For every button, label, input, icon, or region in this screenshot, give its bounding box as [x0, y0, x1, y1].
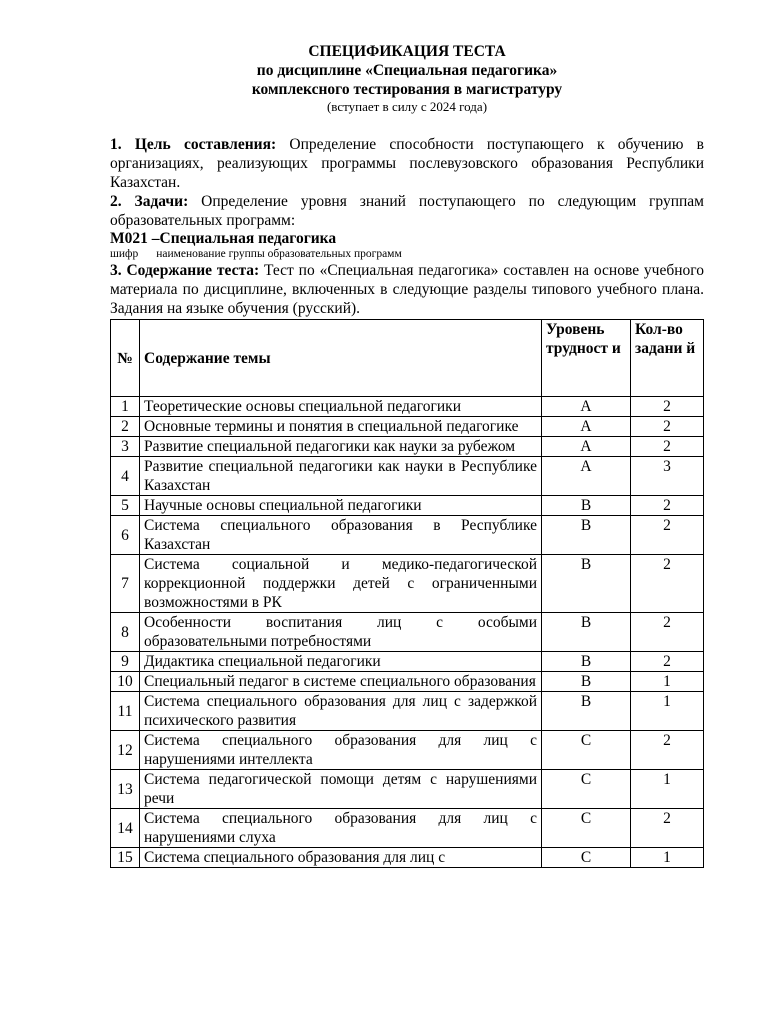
row-number: 1: [111, 397, 140, 417]
row-difficulty: B: [542, 672, 631, 692]
table-row: [111, 555, 704, 613]
header-task-count: Кол-во задани й: [631, 320, 704, 397]
row-difficulty: A: [542, 417, 631, 437]
header-difficulty: Уровень трудност и: [542, 320, 631, 397]
row-number: 3: [111, 437, 140, 457]
row-topic: Специальный педагог в системе специального образования: [140, 672, 542, 692]
document-page: [110, 42, 704, 868]
row-task-count: 2: [631, 417, 704, 437]
section-purpose-label: 1. Цель составления:: [110, 136, 277, 153]
topics-table: [110, 319, 704, 868]
row-topic: Система педагогической помощи детям с нарушениями речи: [140, 770, 542, 809]
row-topic: Теоретические основы специальной педагогики: [140, 397, 542, 417]
table-header-row: [111, 320, 704, 397]
row-task-count: 2: [631, 652, 704, 672]
row-difficulty: C: [542, 809, 631, 848]
row-difficulty: A: [542, 457, 631, 496]
row-number: 5: [111, 496, 140, 516]
table-row: [111, 731, 704, 770]
row-number: 13: [111, 770, 140, 809]
row-difficulty: C: [542, 770, 631, 809]
table-row: [111, 809, 704, 848]
row-difficulty: C: [542, 848, 631, 868]
row-task-count: 2: [631, 516, 704, 555]
row-task-count: 2: [631, 613, 704, 652]
table-body: [111, 397, 704, 868]
row-number: 10: [111, 672, 140, 692]
table-row: [111, 692, 704, 731]
row-difficulty: B: [542, 555, 631, 613]
section-content-text: Тест по «Специальная педагогика» составлен на основе учебного материала по дисциплине, включенных в следующие разделы типового учебного плана. Задания на языке обучения (русский).: [110, 262, 704, 317]
row-topic: Система специального образования в Республике Казахстан: [140, 516, 542, 555]
row-topic: Система социальной и медико-педагогической коррекционной поддержки детей с ограниченными возможностями в РК: [140, 555, 542, 613]
row-difficulty: B: [542, 496, 631, 516]
row-task-count: 1: [631, 672, 704, 692]
section-content-label: 3. Содержание теста:: [110, 262, 260, 279]
program-group-code: М021 –Специальная педагогика: [110, 230, 337, 247]
table-row: [111, 613, 704, 652]
row-topic: Система специального образования для лиц с нарушениями интеллекта: [140, 731, 542, 770]
section-purpose: [110, 135, 704, 192]
row-number: 4: [111, 457, 140, 496]
row-task-count: 2: [631, 555, 704, 613]
row-topic: Развитие специальной педагогики как науки в Республике Казахстан: [140, 457, 542, 496]
row-task-count: 2: [631, 731, 704, 770]
table-row: [111, 417, 704, 437]
table-row: [111, 516, 704, 555]
row-topic: Научные основы специальной педагогики: [140, 496, 542, 516]
row-number: 9: [111, 652, 140, 672]
document-subtitle-discipline: по дисциплине «Специальная педагогика»: [256, 62, 558, 79]
row-topic: Развитие специальной педагогики как науки за рубежом: [140, 437, 542, 457]
row-topic: Система специального образования для лиц с задержкой психического развития: [140, 692, 542, 731]
row-number: 6: [111, 516, 140, 555]
row-task-count: 2: [631, 496, 704, 516]
row-task-count: 2: [631, 437, 704, 457]
row-difficulty: C: [542, 731, 631, 770]
document-subtitle-testing: комплексного тестирования в магистратуру: [251, 81, 563, 98]
row-task-count: 1: [631, 692, 704, 731]
row-number: 2: [111, 417, 140, 437]
row-number: 15: [111, 848, 140, 868]
row-number: 11: [111, 692, 140, 731]
caption-code: шифр: [110, 248, 139, 260]
row-number: 7: [111, 555, 140, 613]
row-topic: Дидактика специальной педагогики: [140, 652, 542, 672]
row-difficulty: A: [542, 437, 631, 457]
table-row: [111, 437, 704, 457]
row-task-count: 2: [631, 809, 704, 848]
table-row: [111, 652, 704, 672]
row-number: 12: [111, 731, 140, 770]
program-group-caption: [110, 248, 704, 261]
row-difficulty: B: [542, 613, 631, 652]
section-tasks-text: Определение уровня знаний поступающего по следующим группам образовательных программ:: [110, 193, 704, 229]
row-task-count: 3: [631, 457, 704, 496]
table-row: [111, 848, 704, 868]
row-topic: Система специального образования для лиц с нарушениями слуха: [140, 809, 542, 848]
row-topic: Система специального образования для лиц с: [140, 848, 542, 868]
row-difficulty: B: [542, 516, 631, 555]
header-number: №: [111, 320, 140, 397]
row-topic: Основные термины и понятия в специальной педагогике: [140, 417, 542, 437]
table-row: [111, 770, 704, 809]
section-tasks-label: 2. Задачи:: [110, 193, 189, 210]
table-row: [111, 397, 704, 417]
row-difficulty: B: [542, 652, 631, 672]
table-row: [111, 457, 704, 496]
section-tasks: [110, 192, 704, 230]
row-number: 14: [111, 809, 140, 848]
row-topic: Особенности воспитания лиц с особыми образовательными потребностями: [140, 613, 542, 652]
section-purpose-text: Определение способности поступающего к обучению в организациях, реализующих программы послевузовского образования Республики Казахстан.: [110, 136, 704, 191]
row-number: 8: [111, 613, 140, 652]
effective-date-note: (вступает в силу с 2024 года): [326, 99, 488, 114]
row-task-count: 2: [631, 397, 704, 417]
document-title: СПЕЦИФИКАЦИЯ ТЕСТА: [308, 43, 506, 60]
section-content: [110, 261, 704, 318]
row-difficulty: B: [542, 692, 631, 731]
table-row: [111, 496, 704, 516]
header-topic: Содержание темы: [140, 320, 542, 397]
row-difficulty: A: [542, 397, 631, 417]
table-row: [111, 672, 704, 692]
caption-name: наименование группы образовательных программ: [156, 248, 402, 260]
row-task-count: 1: [631, 848, 704, 868]
row-task-count: 1: [631, 770, 704, 809]
